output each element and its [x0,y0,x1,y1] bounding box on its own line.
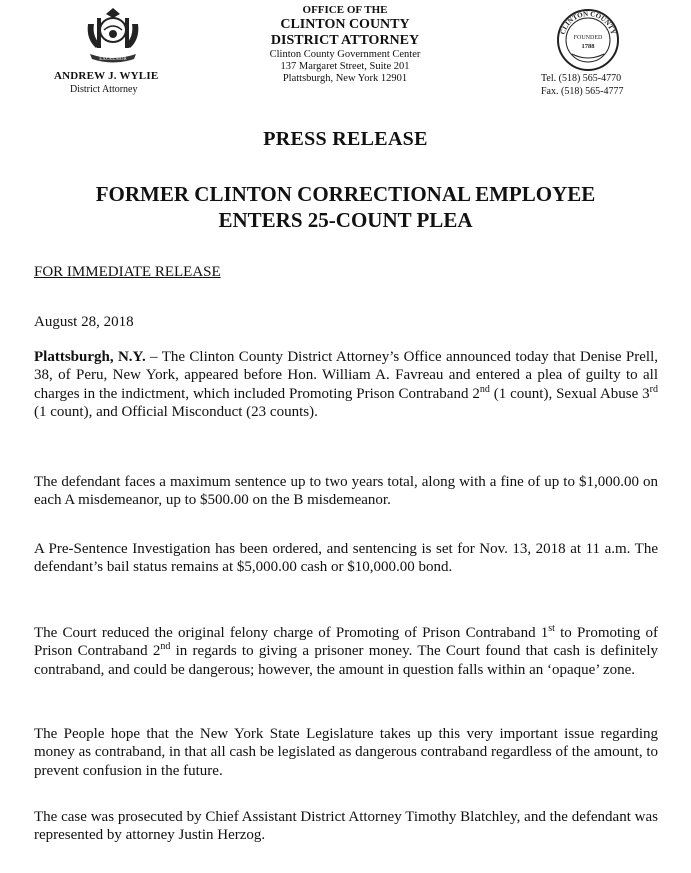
government-center: Clinton County Government Center [269,48,421,60]
headline-line-1: FORMER CLINTON CORRECTIONAL EMPLOYEE [95,182,596,206]
release-date: August 28, 2018 [34,314,134,330]
paragraph-legislature: The People hope that the New York State Legislature takes up this very important issue regarding money as contraband, in that all cash be legislated as dangerous contraband regardless of the amount, to prevent confusion in the future. [34,726,658,779]
street-address: 137 Margaret Street, Suite 201 [280,60,410,72]
superscript: st [548,623,555,634]
dateline: Plattsburgh, N.Y. [34,349,146,365]
office-address-block [240,4,450,85]
paragraph-text: The Court reduced the original felony charge of Promoting of Prison Contraband 1 [34,625,549,641]
new-york-state-seal-icon [80,4,146,66]
da-line: DISTRICT ATTORNEY [270,32,420,48]
city-address: Plattsburgh, New York 12901 [282,72,408,84]
headline [20,182,671,233]
paragraph-court-ruling [34,624,658,679]
fax: Fax. (518) 565-4777 [541,86,624,97]
paragraph-text: in regards to giving a prisoner money. The Court found that cash is definitely contraband, and could be dangerous; however, the amount in question falls within an ‘opaque’ zone. [34,643,658,678]
paragraph-sentencing-date: A Pre-Sentence Investigation has been ordered, and sentencing is set for Nov. 13, 2018 at 11 a.m. The defendant’s bail status remains at $5,000.00 cash or $10,000.00 bond. [34,541,658,576]
da-name: ANDREW J. WYLIE [54,70,159,82]
da-title: District Attorney [70,84,138,95]
county-line: CLINTON COUNTY [280,16,410,32]
paragraph-text: to Promoting of Prison Contraband 2 [34,625,658,660]
superscript: nd [479,383,490,395]
telephone: Tel. (518) 565-4770 [541,73,622,84]
paragraph-sentence: The defendant faces a maximum sentence up to two years total, along with a fine of up to $1,000.00 on each A misdemeanor, up to $500.00 on the B misdemeanor. [34,474,658,509]
office-line: OFFICE OF THE [302,4,388,16]
press-release-heading: PRESS RELEASE [263,128,428,150]
headline-line-2: ENTERS 25-COUNT PLEA [218,207,473,232]
immediate-release-label: FOR IMMEDIATE RELEASE [34,264,221,280]
superscript: nd [160,641,171,653]
seal-ribbon-text: EXCELSIOR [99,57,127,62]
paragraph-prosecution: The case was prosecuted by Chief Assistant District Attorney Timothy Blatchley, and the defendant was represented by attorney Justin Herzog. [34,809,658,844]
paragraph-text: (1 count), Sexual Abuse 3 [489,385,650,402]
paragraph-text: (1 count), and Official Misconduct (23 counts). [34,403,318,420]
contact-block [541,72,624,98]
clinton-county-seal-icon [556,8,620,72]
paragraph-announcement [34,348,658,421]
seal-year-text: 1788 [581,43,595,50]
superscript: rd [649,383,659,395]
seal-ring-text: CLINTON COUNTY [558,9,618,36]
seal-founded-text: FOUNDED [573,35,603,41]
paragraph-text: – The Clinton County District Attorney’s Office announced today that Denise Prell, 38, of Peru, New York, appeared before Hon. William A. Favreau and entered a plea of guilty to all charges in the indictment, which included Promoting Prison Contraband 2 [34,349,659,402]
letterhead [0,0,691,110]
